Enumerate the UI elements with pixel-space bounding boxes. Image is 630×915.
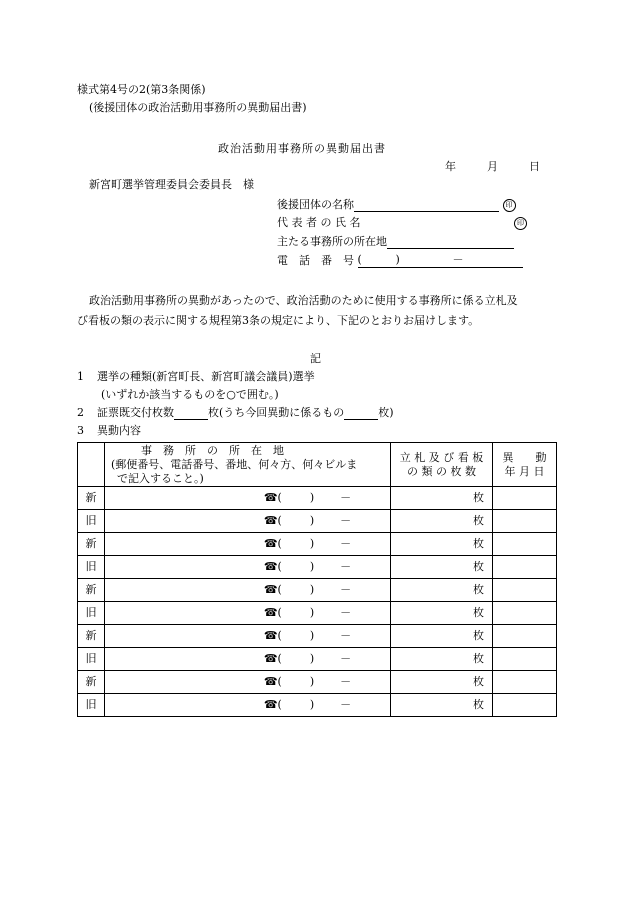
row-label: 新 [78, 625, 105, 648]
address-cell[interactable] [105, 694, 391, 717]
row-phone-open: ( [277, 698, 282, 711]
change-date-cell[interactable] [493, 625, 557, 648]
row-phone-dash: － [340, 491, 352, 504]
body-line-1: 政治活動用事務所の異動があったので、政治活動のために使用する事務所に係る立札及 [89, 294, 518, 307]
header-count [391, 443, 493, 487]
row-phone-open: ( [277, 560, 282, 573]
row-phone-open: ( [277, 583, 282, 596]
phone-icon: ☎ [263, 629, 278, 642]
count-unit: 枚 [473, 652, 484, 665]
count-unit: 枚 [473, 698, 484, 711]
item-2 [77, 406, 394, 420]
header-address-title: 事 務 所 の 所 在 地 [141, 443, 284, 457]
count-cell[interactable] [391, 533, 493, 556]
row-label: 旧 [78, 648, 105, 671]
header-count-line-2: の 類 の 枚 数 [407, 464, 476, 478]
table-header-row [78, 443, 557, 487]
phone-dash: － [452, 253, 464, 266]
address-cell[interactable] [105, 671, 391, 694]
count-cell[interactable] [391, 625, 493, 648]
page-title: 政治活動用事務所の異動届出書 [218, 142, 386, 155]
row-label: 旧 [78, 556, 105, 579]
header-change-line-1: 異 動 [502, 450, 547, 464]
changed-count-field[interactable] [344, 407, 378, 420]
row-label: 新 [78, 579, 105, 602]
table-row [78, 579, 557, 602]
header-address-note-1: (郵便番号、電話番号、番地、何々方、何々ビルま [111, 457, 358, 471]
phone-icon: ☎ [263, 606, 278, 619]
item-1 [77, 370, 315, 384]
table-row [78, 533, 557, 556]
address-cell[interactable] [105, 533, 391, 556]
row-phone-dash: － [340, 560, 352, 573]
office-address-field[interactable] [387, 236, 514, 249]
row-phone-close: ) [309, 491, 315, 504]
form-number: 様式第4号の2(第3条関係) [77, 83, 206, 96]
change-date-cell[interactable] [493, 671, 557, 694]
change-date-cell[interactable] [493, 487, 557, 510]
row-label: 新 [78, 487, 105, 510]
item-2-label-a: 証票既交付枚数 [97, 406, 174, 419]
change-date-cell[interactable] [493, 556, 557, 579]
change-date-cell[interactable] [493, 648, 557, 671]
table-row [78, 648, 557, 671]
seal-icon: 印 [514, 217, 527, 230]
seal-icon: 印 [503, 199, 516, 212]
row-phone-dash: － [340, 583, 352, 596]
change-date-cell[interactable] [493, 694, 557, 717]
row-phone-dash: － [340, 514, 352, 527]
phone-icon: ☎ [263, 698, 278, 711]
row-phone-close: ) [309, 537, 315, 550]
phone-icon: ☎ [263, 514, 278, 527]
date-day-label: 日 [529, 160, 540, 173]
org-name-label: 後援団体の名称 [277, 198, 354, 211]
row-phone-close: ) [309, 606, 315, 619]
header-address-note-2: で記入すること。) [117, 471, 204, 485]
addressee: 新宮町選挙管理委員会委員長 様 [89, 178, 254, 191]
phone-line [277, 254, 523, 268]
phone-label: 電 話 番 号 [277, 254, 354, 267]
form-subtitle: (後援団体の政治活動用事務所の異動届出書) [89, 101, 307, 114]
count-unit: 枚 [473, 491, 484, 504]
date-year-label: 年 [445, 160, 456, 173]
count-cell[interactable] [391, 556, 493, 579]
row-phone-dash: － [340, 606, 352, 619]
address-cell[interactable] [105, 556, 391, 579]
item-1-text: 選挙の種類(新宮町長、新宮町議会議員)選挙 [97, 370, 315, 383]
table-row [78, 510, 557, 533]
row-label: 旧 [78, 694, 105, 717]
row-phone-close: ) [309, 698, 315, 711]
phone-icon: ☎ [263, 491, 278, 504]
row-phone-close: ) [309, 560, 315, 573]
address-cell[interactable] [105, 510, 391, 533]
count-unit: 枚 [473, 537, 484, 550]
row-phone-open: ( [277, 606, 282, 619]
row-phone-dash: － [340, 698, 352, 711]
header-change-date [493, 443, 557, 487]
org-name-field[interactable] [354, 199, 499, 212]
row-phone-open: ( [277, 629, 282, 642]
change-date-cell[interactable] [493, 533, 557, 556]
org-name-line [277, 198, 516, 212]
table-row [78, 671, 557, 694]
phone-open: ( [357, 253, 362, 266]
address-cell[interactable] [105, 602, 391, 625]
phone-icon: ☎ [263, 560, 278, 573]
item-3-number: 3 [77, 424, 84, 437]
rep-name-line [277, 216, 527, 230]
row-label: 新 [78, 671, 105, 694]
count-cell[interactable] [391, 648, 493, 671]
row-phone-open: ( [277, 537, 282, 550]
change-date-cell[interactable] [493, 579, 557, 602]
item-2-number: 2 [77, 406, 84, 419]
header-blank [78, 443, 105, 487]
change-table [77, 442, 557, 717]
issued-count-field[interactable] [174, 407, 208, 420]
count-unit: 枚 [473, 560, 484, 573]
count-cell[interactable] [391, 694, 493, 717]
table-row [78, 602, 557, 625]
row-phone-close: ) [309, 514, 315, 527]
header-address [105, 443, 391, 487]
body-line-2: び看板の類の表示に関する規程第3条の規定により、下記のとおりお届けします。 [77, 314, 480, 327]
count-cell[interactable] [391, 602, 493, 625]
count-cell[interactable] [391, 487, 493, 510]
row-phone-dash: － [340, 629, 352, 642]
count-unit: 枚 [473, 606, 484, 619]
phone-icon: ☎ [263, 675, 278, 688]
date-line [445, 160, 540, 174]
table-row [78, 694, 557, 717]
row-label: 旧 [78, 510, 105, 533]
address-cell[interactable] [105, 579, 391, 602]
header-change-line-2: 年 月 日 [504, 464, 545, 478]
item-2-label-c: 枚) [378, 406, 394, 419]
phone-icon: ☎ [263, 537, 278, 550]
ki-heading: 記 [310, 352, 321, 365]
item-1-note: (いずれか該当するものを○で囲む。) [101, 388, 279, 401]
address-cell[interactable] [105, 648, 391, 671]
phone-icon: ☎ [263, 652, 278, 665]
count-cell[interactable] [391, 510, 493, 533]
address-cell[interactable] [105, 487, 391, 510]
row-phone-dash: － [340, 652, 352, 665]
change-date-cell[interactable] [493, 602, 557, 625]
row-phone-open: ( [277, 491, 282, 504]
count-unit: 枚 [473, 514, 484, 527]
row-phone-close: ) [309, 652, 315, 665]
office-address-label: 主たる事務所の所在地 [277, 235, 387, 248]
table-row [78, 625, 557, 648]
phone-icon: ☎ [263, 583, 278, 596]
count-unit: 枚 [473, 675, 484, 688]
item-2-label-b: 枚(うち今回異動に係るもの [208, 406, 345, 419]
table-row [78, 556, 557, 579]
item-3 [77, 424, 141, 438]
row-phone-dash: － [340, 675, 352, 688]
row-label: 旧 [78, 602, 105, 625]
row-phone-close: ) [309, 675, 315, 688]
phone-close: ) [395, 253, 400, 266]
row-phone-open: ( [277, 514, 282, 527]
count-cell[interactable] [391, 579, 493, 602]
row-phone-close: ) [309, 583, 315, 596]
phone-field[interactable] [358, 255, 523, 268]
date-month-label: 月 [487, 160, 498, 173]
office-address-line [277, 235, 514, 249]
change-date-cell[interactable] [493, 510, 557, 533]
row-phone-dash: － [340, 537, 352, 550]
row-phone-open: ( [277, 675, 282, 688]
address-cell[interactable] [105, 625, 391, 648]
row-phone-close: ) [309, 629, 315, 642]
count-cell[interactable] [391, 671, 493, 694]
count-unit: 枚 [473, 629, 484, 642]
row-phone-open: ( [277, 652, 282, 665]
count-unit: 枚 [473, 583, 484, 596]
row-label: 新 [78, 533, 105, 556]
item-3-text: 異動内容 [97, 424, 141, 437]
rep-name-label: 代 表 者 の 氏 名 [277, 216, 361, 229]
header-count-line-1: 立 札 及 び 看 板 [399, 450, 484, 464]
table-row [78, 487, 557, 510]
item-1-number: 1 [77, 370, 84, 383]
